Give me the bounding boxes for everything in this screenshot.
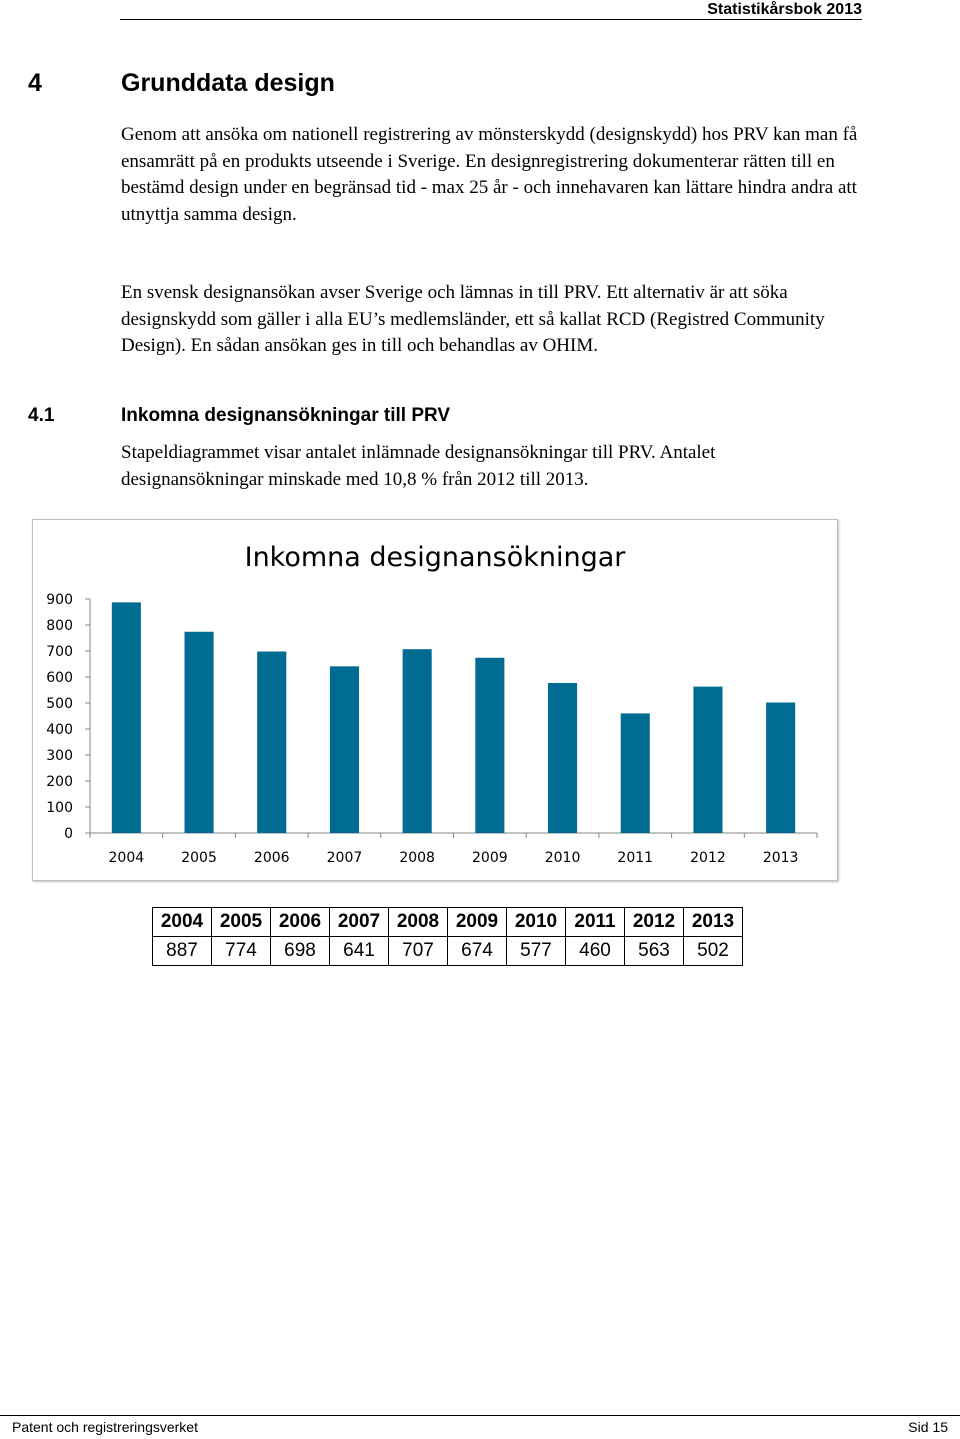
x-tick-label: 2013 [762, 850, 799, 866]
table-row-values [153, 937, 743, 966]
table-value-cell: 641 [330, 937, 389, 966]
chart-title: Inkomna designansökningar [244, 542, 626, 573]
y-tick-label: 800 [46, 618, 73, 634]
table-year-cell: 2008 [389, 908, 448, 937]
section-number: 4 [28, 69, 42, 97]
table-value-cell: 577 [507, 937, 566, 966]
y-tick-label: 200 [46, 774, 73, 790]
y-tick-label: 300 [46, 748, 73, 764]
table-value-cell: 502 [684, 937, 743, 966]
section-title: Grunddata design [121, 69, 335, 97]
y-tick-label: 400 [46, 722, 73, 738]
x-tick-label: 2009 [472, 850, 508, 866]
bar [475, 658, 504, 833]
x-tick-label: 2012 [690, 850, 726, 866]
intro-paragraph: Genom att ansöka om nationell registrering av mönsterskydd (designskydd) hos PRV kan man få ensamrätt på en produkts utseende i Sverige. En designregistrering dokumenterar rätten till en bestämd design under en begränsad tid - max 25 år - och innehavaren kan lättare hindra andra att utnyttja samma design. [121, 124, 858, 225]
x-tick-label: 2006 [253, 850, 290, 866]
bar [621, 713, 650, 833]
table-value-cell: 674 [448, 937, 507, 966]
x-tick-label: 2008 [399, 850, 435, 866]
bar [693, 687, 722, 833]
page-footer [0, 1415, 960, 1439]
bar [185, 632, 214, 833]
rcd-paragraph: En svensk designansökan avser Sverige och lämnas in till PRV. Ett alternativ är att söka designskydd som gäller i alla EU’s medlemsländer, ett så kallat RCD (Registred Community Design). En sådan ansökan ges in till och behandlas av OHIM. [121, 282, 825, 356]
x-tick-label: 2005 [181, 850, 217, 866]
y-tick-label: 0 [64, 826, 73, 842]
table-year-cell: 2005 [212, 908, 271, 937]
bar [548, 683, 577, 833]
chart-frame [32, 519, 838, 881]
y-tick-label: 500 [46, 696, 73, 712]
table-value-cell: 774 [212, 937, 271, 966]
table-year-cell: 2009 [448, 908, 507, 937]
data-table [152, 907, 743, 966]
table-value-cell: 698 [271, 937, 330, 966]
running-header: Statistikårsbok 2013 [120, 0, 862, 20]
table-year-cell: 2010 [507, 908, 566, 937]
bar [403, 649, 432, 833]
bar [766, 702, 795, 833]
table-value-cell: 707 [389, 937, 448, 966]
table-value-cell: 460 [566, 937, 625, 966]
bar-chart [33, 520, 837, 880]
y-tick-label: 900 [46, 592, 73, 608]
table-year-cell: 2012 [625, 908, 684, 937]
footer-publisher: Patent och registreringsverket [12, 1419, 198, 1435]
x-tick-label: 2004 [108, 850, 145, 866]
subsection-title: Inkomna designansökningar till PRV [121, 405, 451, 426]
y-tick-label: 700 [46, 644, 73, 660]
chart-description: Stapeldiagrammet visar antalet inlämnade designansökningar till PRV. Antalet designansökningar minskade med 10,8 % från 2012 till 2013. [121, 442, 716, 490]
x-tick-label: 2010 [544, 850, 581, 866]
table-year-cell: 2011 [566, 908, 625, 937]
x-tick-label: 2011 [617, 850, 654, 866]
table-year-cell: 2004 [153, 908, 212, 937]
table-year-cell: 2007 [330, 908, 389, 937]
table-value-cell: 887 [153, 937, 212, 966]
footer-page-number: Sid 15 [908, 1419, 948, 1435]
section-heading [0, 66, 960, 100]
y-tick-label: 100 [46, 800, 73, 816]
bar [112, 602, 141, 833]
bar [257, 652, 286, 833]
bar [330, 666, 359, 833]
table-year-cell: 2006 [271, 908, 330, 937]
x-tick-label: 2007 [326, 850, 363, 866]
table-value-cell: 563 [625, 937, 684, 966]
subsection-number: 4.1 [28, 405, 55, 426]
table-year-cell: 2013 [684, 908, 743, 937]
table-row-years [153, 908, 743, 937]
y-tick-label: 600 [46, 670, 73, 686]
subsection-heading [0, 403, 960, 429]
